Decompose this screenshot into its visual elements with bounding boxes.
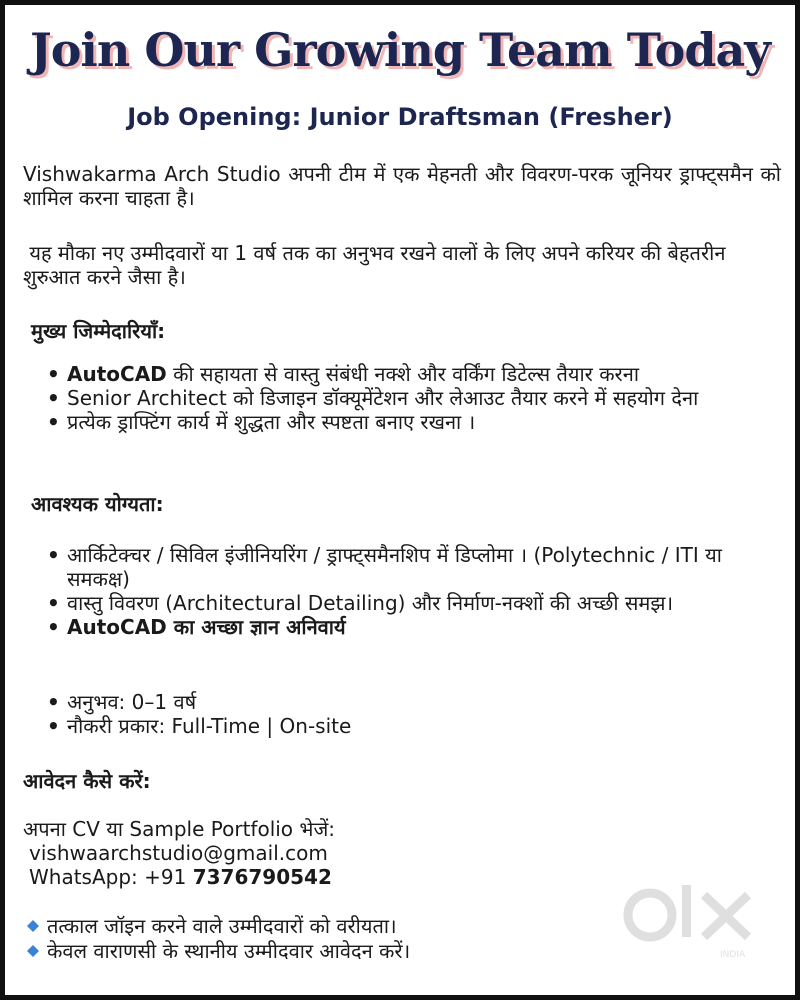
list-item [45,362,771,386]
responsibilities-list [45,362,771,434]
intro-paragraph-2: यह मौका नए उम्मीदवारों या 1 वर्ष तक का अनुभव रखने वालों के लिए अपने करियर की बेहतरीन शुरुआत करने जैसा है। [23,241,732,289]
list-item: • AutoCAD का अच्छा ज्ञान अनिवार्य [45,615,771,639]
diamond-bullet-icon [27,945,39,957]
olx-watermark-logo [620,875,770,965]
qualifications-list [45,543,771,639]
diamond-bullet-icon [27,920,39,932]
autocad-bold: AutoCAD [67,362,167,386]
email-address[interactable]: vishwaarchstudio@gmail.com [29,841,328,865]
watermark-sub-text: INDIA [720,950,746,960]
apply-heading: आवेदन कैसे करें: [23,769,151,793]
qualifications-heading: आवश्यक योग्यता: [31,492,164,516]
whatsapp-number[interactable]: 7376790542 [192,865,332,889]
job-opening-subtitle: Job Opening: Junior Draftsman (Fresher) [127,103,673,131]
list-item: • वास्तु विवरण (Architectural Detailing) और निर्माण-नक्शों की अच्छी समझ। [45,591,771,615]
job-type-item: • नौकरी प्रकार: Full-Time | On-site [45,714,771,738]
responsibilities-heading: मुख्य जिम्मेदारियाँ: [31,319,166,343]
note-text: तत्काल जॉइन करने वाले उम्मीदवारों को वरीयता। [47,914,397,938]
job-details-list [45,690,771,738]
apply-line: अपना CV या Sample Portfolio भेजें: [23,817,336,841]
list-item-text: की सहायता से वास्तु संबंधी नक्शे और वर्किंग डिटेल्स तैयार करना [166,362,640,386]
list-item: • प्रत्येक ड्राफ्टिंग कार्य में शुद्धता और स्पष्टता बनाए रखना । [45,410,771,434]
list-item: • Senior Architect को डिजाइन डॉक्यूमेंटेशन और लेआउट तैयार करने में सहयोग देना [45,386,771,410]
experience-item: • अनुभव: 0–1 वर्ष [45,690,771,714]
whatsapp-label: WhatsApp: +91 [29,865,193,889]
poster-title: Join Our Growing Team Today [29,23,771,77]
note-text: केवल वाराणसी के स्थानीय उम्मीदवार आवेदन करें। [47,939,411,963]
intro-paragraph-1: Vishwakarma Arch Studio अपनी टीम में एक मेहनती और विवरण-परक जूनियर ड्राफ्ट्समैन को शामिल करना चाहता है। [23,162,781,210]
list-item: • आर्किटेक्चर / सिविल इंजीनियरिंग / ड्राफ्ट्समैनशिप में डिप्लोमा । (Polytechnic / ITI या समकक्ष) [45,543,771,591]
